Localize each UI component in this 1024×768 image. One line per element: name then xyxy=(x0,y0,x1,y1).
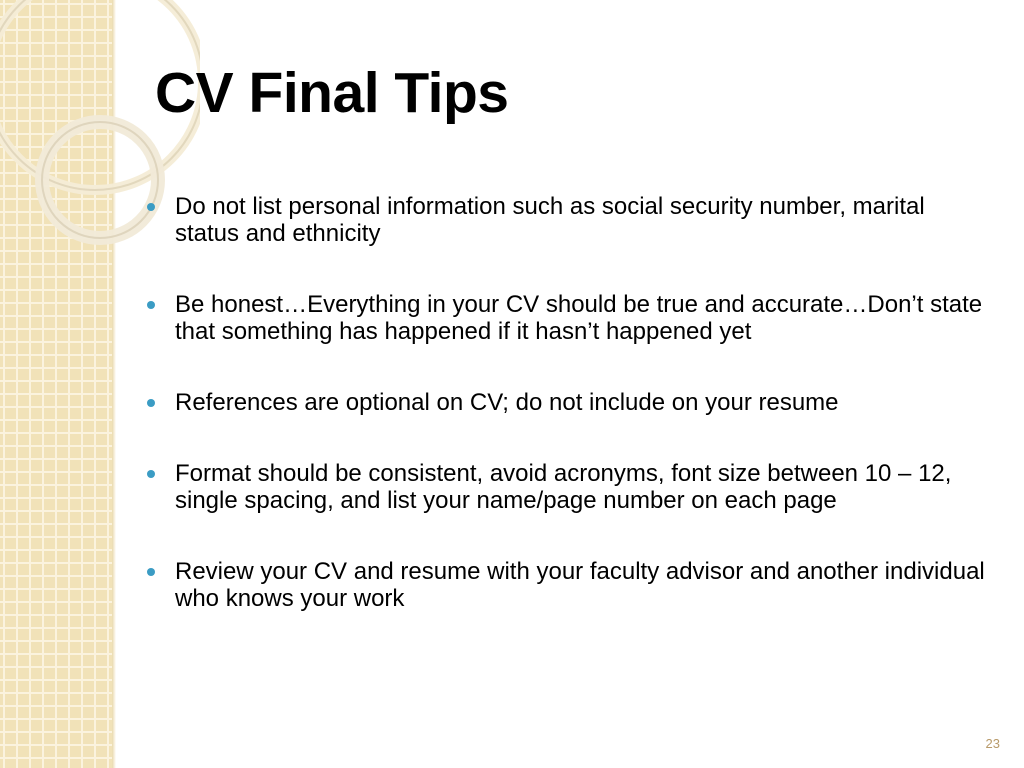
bullet-item xyxy=(145,460,985,514)
bullet-dot-icon xyxy=(147,568,155,576)
bullet-text: Review your CV and resume with your faculty advisor and another individual who knows your work xyxy=(175,558,985,612)
bullet-dot-icon xyxy=(147,399,155,407)
bullet-text: References are optional on CV; do not include on your resume xyxy=(175,389,839,416)
page-number: 23 xyxy=(985,736,1000,751)
slide-title: CV Final Tips xyxy=(155,61,509,125)
bullet-item xyxy=(145,389,985,416)
bullet-item xyxy=(145,291,985,345)
bullet-item xyxy=(145,558,985,612)
bullet-dot-icon xyxy=(147,203,155,211)
bullet-dot-icon xyxy=(147,470,155,478)
bullet-text: Format should be consistent, avoid acronyms, font size between 10 – 12, single spacing, and list your name/page number on each page xyxy=(175,460,952,514)
bullet-item xyxy=(145,193,985,247)
bullet-text: Be honest…Everything in your CV should be true and accurate…Don’t state that something has happened if it hasn’t happened yet xyxy=(175,291,983,345)
bullet-dot-icon xyxy=(147,301,155,309)
bullet-list xyxy=(145,193,985,612)
bullet-text: Do not list personal information such as social security number, marital status and ethnicity xyxy=(175,193,925,247)
